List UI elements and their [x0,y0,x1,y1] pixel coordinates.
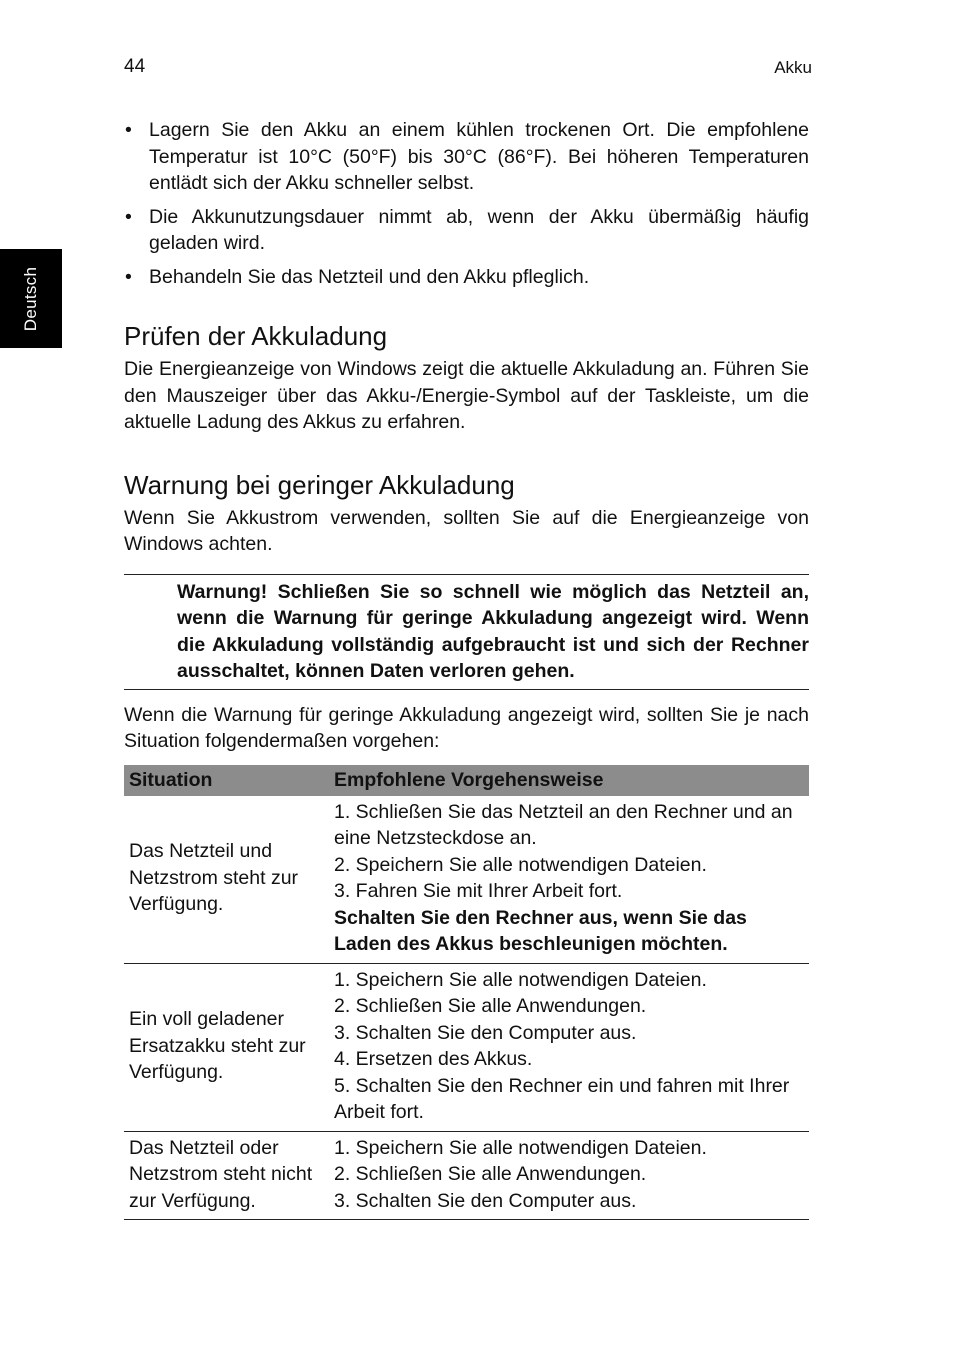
situation-cell: Das Netzteil oder Netzstrom steht nicht zur Verfügung. [124,1131,329,1220]
low-battery-intro-text: Wenn Sie Akkustrom verwenden, sollten Sie auf die Energieanzeige von Windows achten. [124,506,809,555]
warning-text: Warnung! Schließen Sie so schnell wie möglich das Netzteil an, wenn die Warnung für geringe Akkuladung angezeigt wird. Wenn die Akkuladung vollständig aufgebraucht ist und sich der Rechner ausschaltet, können Daten verloren gehen. [177,580,809,682]
action-step: 2. Schließen Sie alle Anwendungen. [334,995,647,1017]
section-heading-low-battery-warning: Warnung bei geringer Akkuladung [124,469,515,500]
list-item: • Die Akkunutzungsdauer nimmt ab, wenn der Akku übermäßig häufig geladen wird. [124,204,809,257]
list-item: • Lagern Sie den Akku an einem kühlen trockenen Ort. Die empfohlene Temperatur ist 10°C (50°F) bis 30°C (86°F). Bei höheren Temperaturen entlädt sich der Akku schneller selbst. [124,117,809,197]
action-step: 2. Speichern Sie alle notwendigen Dateien. [334,853,707,876]
page-content [124,117,809,1220]
header-situation: Situation [124,765,329,796]
warning-box [124,574,809,690]
header-recommended-action: Empfohlene Vorgehensweise [329,765,809,796]
language-side-tab [0,249,62,348]
running-head: Akku [774,58,812,77]
action-step: 2. Schließen Sie alle Anwendungen. [334,1163,647,1185]
table-row [124,1131,809,1220]
actions-cell [329,963,809,1131]
situations-table [124,765,809,1221]
check-charge-text: Die Energieanzeige von Windows zeigt die aktuelle Akkuladung an. Führen Sie den Mauszeiger über das Akku-/Energie-Symbol auf der Taskleiste, um die aktuelle Ladung des Akkus zu erfahren. [124,358,809,433]
action-step: 1. Speichern Sie alle notwendigen Dateien. [334,1136,707,1159]
action-step: 3. Fahren Sie mit Ihrer Arbeit fort. [334,880,623,902]
action-step: 1. Schließen Sie das Netzteil an den Rechner und an eine Netzsteckdose an. [334,800,793,849]
situation-cell: Das Netzteil und Netzstrom steht zur Verfügung. [124,796,329,964]
table-row [124,963,809,1131]
section-heading-check-charge: Prüfen der Akkuladung [124,321,388,351]
action-step: 3. Schalten Sie den Computer aus. [334,1189,637,1212]
table-header-row [124,765,809,796]
storage-tips-list [124,117,809,290]
action-step: 5. Schalten Sie den Rechner ein und fahren mit Ihrer Arbeit fort. [334,1074,790,1123]
action-step: 1. Speichern Sie alle notwendigen Dateien. [334,968,707,991]
action-step: 4. Ersetzen des Akkus. [334,1048,533,1070]
table-row [124,796,809,964]
list-item: • Behandeln Sie das Netzteil und den Akku pfleglich. [124,264,809,291]
page-number: 44 [124,56,146,77]
situation-cell: Ein voll geladener Ersatzakku steht zur Verfügung. [124,963,329,1131]
action-step: 3. Schalten Sie den Computer aus. [334,1021,637,1044]
language-side-tab-label: Deutsch [21,266,40,332]
actions-cell [329,1131,809,1220]
low-battery-instructions-text: Wenn die Warnung für geringe Akkuladung angezeigt wird, sollten Sie je nach Situation folgendermaßen vorgehen: [124,703,809,752]
actions-cell [329,796,809,964]
action-note: Schalten Sie den Rechner aus, wenn Sie das Laden des Akkus beschleunigen möchten. [334,906,747,955]
